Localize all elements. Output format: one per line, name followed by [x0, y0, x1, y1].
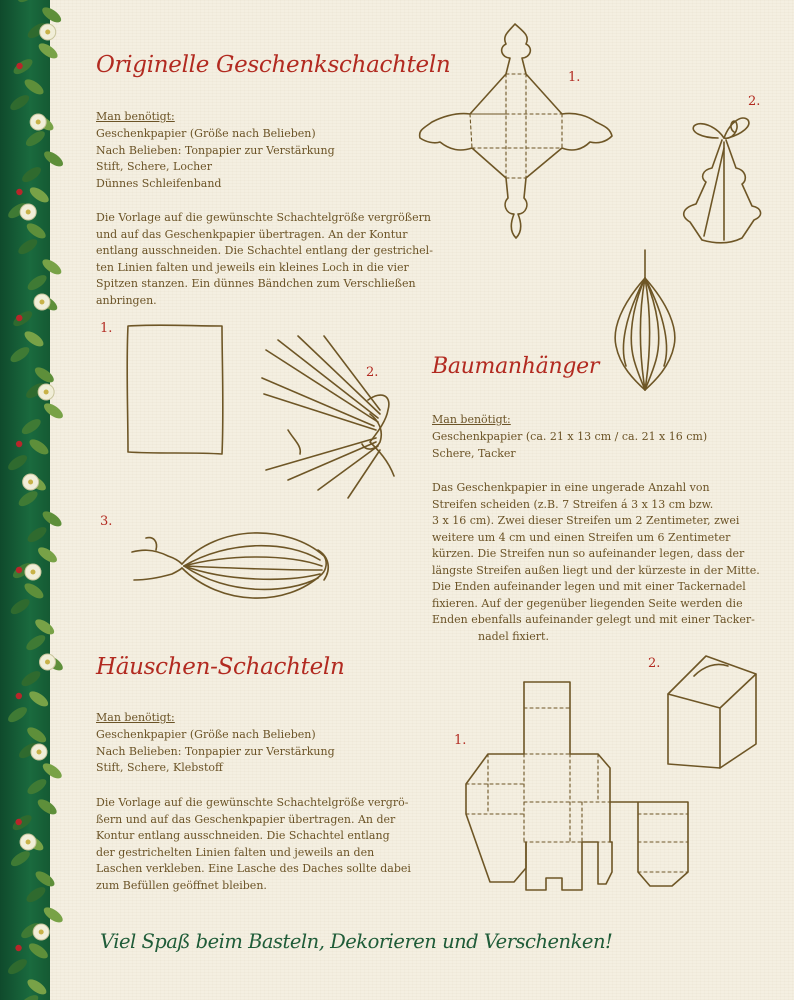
garland-leaf [33, 868, 57, 889]
step-number-box-1: 1. [568, 70, 581, 85]
footer-message: Viel Spaß beim Basteln, Dekorieren und Verschenken! [100, 930, 613, 953]
garland-leaf [42, 400, 66, 421]
step-number-house-1: 1. [454, 733, 467, 748]
garland-leaf [27, 940, 51, 961]
instruction-line: fixieren. Auf der gegenüber liegenden Seite werden die [432, 596, 743, 610]
instruction-line: Streifen scheiden (z.B. 7 Streifen á 3 x 13 cm bzw. [432, 497, 714, 511]
garland-berry [15, 945, 21, 951]
instruction-line: der gestrichelten Linien falten und jeweils an den [96, 845, 375, 859]
materials-item: Nach Belieben: Tonpapier zur Verstärkung [96, 143, 335, 157]
garland-flower-center [44, 390, 49, 395]
garland-leaf [32, 364, 56, 385]
garland-berry [16, 189, 22, 195]
garland-leaf [11, 56, 35, 77]
materials-item: Stift, Schere, Locher [96, 160, 212, 173]
materials-list-haeuschen [96, 727, 335, 777]
garland-leaf [6, 704, 30, 725]
materials-item: Geschenkpapier (Größe nach Belieben) [96, 127, 316, 140]
garland-leaf [10, 812, 34, 833]
garland-leaf [25, 272, 49, 293]
instruction-line: Kontur entlang ausschneiden. Die Schachtel entlang [96, 829, 390, 842]
garland-berry [16, 315, 22, 321]
step-number-ornament-2: 2. [366, 365, 379, 380]
instruction-line: zum Befüllen geöffnet bleiben. [96, 878, 267, 892]
instruction-line: Enden ebenfalls aufeinander gelegt und mit einer Tacker- [432, 613, 755, 626]
instructions-haeuschen [96, 795, 411, 894]
instruction-line: entlang ausschneiden. Die Schachtel entlang der gestrichel- [96, 244, 433, 257]
instruction-line: Spitzen stanzen. Ein dünnes Bändchen zum Verschließen [96, 277, 416, 290]
garland-leaf [36, 544, 60, 565]
star-box-template-illustration [410, 18, 620, 258]
garland-berry [16, 63, 22, 69]
step-number-box-2: 2. [748, 94, 761, 109]
instruction-line: und auf das Geschenkpapier übertragen. An der Kontur [96, 227, 408, 241]
garland-leaf [27, 184, 51, 205]
garland-leaf [40, 256, 64, 277]
instruction-line: Die Vorlage auf die gewünschte Schachtelgröße vergrößern [96, 211, 431, 224]
garland-leaf [24, 884, 48, 905]
garland-leaf [24, 632, 48, 653]
garland-leaf [25, 776, 49, 797]
garland-leaf [19, 668, 43, 689]
step-number-ornament-3: 3. [100, 514, 113, 529]
garland-leaf [16, 0, 40, 5]
materials-item: Dünnes Schleifenband [96, 176, 222, 190]
garland-flower-center [39, 930, 44, 935]
garland-leaf [22, 76, 46, 97]
instruction-line: weitere um 4 cm und einen Streifen um 6 Zentimeter [432, 530, 731, 544]
garland-leaf [17, 992, 41, 1000]
instruction-line: 3 x 16 cm). Zwei dieser Streifen um 2 Zentimeter, zwei [432, 514, 740, 527]
instruction-line: ten Linien falten und jeweils ein kleines Loch in die vier [96, 260, 409, 274]
garland-leaf [11, 308, 35, 329]
materials-label-geschenkschachteln: Man benötigt: [96, 110, 175, 123]
instruction-line: nadel fixiert. [478, 629, 549, 643]
paper-sheet-step1-illustration [122, 320, 232, 460]
finished-tree-box-illustration [672, 108, 772, 248]
garland-flower-center [45, 660, 50, 665]
garland-leaf [9, 848, 33, 869]
garland-leaf [27, 688, 51, 709]
garland-leaf [33, 616, 57, 637]
garland-leaf [25, 724, 49, 745]
garland-leaf [22, 580, 46, 601]
garland-leaf [8, 92, 32, 113]
garland-flower-center [36, 120, 41, 125]
instruction-line: längste Streifen außen liegt und der kürzeste in der Mitte. [432, 563, 760, 577]
garland-leaf [24, 128, 48, 149]
garland-leaf [16, 488, 40, 509]
materials-item: Nach Belieben: Tonpapier zur Verstärkung [96, 744, 335, 758]
step-number-ornament-1: 1. [100, 321, 113, 336]
instruction-line: anbringen. [96, 293, 157, 307]
garland-leaf [8, 596, 32, 617]
garland-leaf [42, 148, 66, 169]
garland-flower-center [45, 30, 50, 35]
garland-flower-center [37, 750, 42, 755]
instruction-line: Das Geschenkpapier in eine ungerade Anzahl von [432, 481, 710, 494]
materials-item: Stift, Schere, Klebstoff [96, 761, 223, 774]
materials-item: Geschenkpapier (ca. 21 x 13 cm / ca. 21 x 16 cm) [432, 430, 708, 443]
garland-flower-center [39, 300, 44, 305]
garland-flower-center [28, 480, 33, 485]
materials-item: Schere, Tacker [432, 446, 516, 460]
materials-item: Geschenkpapier (Größe nach Belieben) [96, 728, 316, 741]
instruction-line: kürzen. Die Streifen nun so aufeinander legen, dass der [432, 547, 745, 560]
garland-flower-center [26, 210, 31, 215]
garland-leaf [8, 344, 32, 365]
materials-label-baumanhaenger: Man benötigt: [432, 413, 511, 426]
garland-berry [16, 567, 22, 573]
garland-leaf [20, 164, 44, 185]
materials-label-haeuschen: Man benötigt: [96, 711, 175, 724]
garland-leaf [19, 416, 43, 437]
garland-leaf [41, 904, 65, 925]
strips-formed-step3-illustration [128, 520, 338, 620]
materials-list-geschenkschachteln [96, 126, 335, 192]
garland-decoration [0, 0, 80, 1000]
garland-leaf [40, 4, 64, 25]
instruction-line: Die Vorlage auf die gewünschte Schachtelgröße vergrö- [96, 796, 409, 809]
garland-leaf [35, 796, 59, 817]
garland-leaf [40, 760, 64, 781]
stacked-strips-step2-illustration [258, 330, 398, 510]
garland-flower-center [30, 570, 35, 575]
finished-house-box-illustration [664, 648, 764, 774]
garland-leaf [25, 976, 49, 997]
section-title-haeuschen: Häuschen-Schachteln [96, 654, 345, 680]
garland-berry [16, 693, 22, 699]
section-title-baumanhaenger: Baumanhänger [432, 354, 600, 379]
step-number-house-2: 2. [648, 656, 661, 671]
garland-leaf [40, 508, 64, 529]
garland-leaf [24, 220, 48, 241]
garland-berry [15, 819, 21, 825]
instruction-line: Laschen verkleben. Eine Lasche des Daches sollte dabei [96, 862, 411, 875]
garland-berry [16, 441, 22, 447]
garland-leaf [25, 524, 49, 545]
instruction-line: Die Enden aufeinander legen und mit einer Tackernadel [432, 580, 746, 593]
garland-leaf [27, 436, 51, 457]
materials-list-baumanhaenger [432, 429, 707, 462]
garland-leaf [16, 236, 40, 257]
instruction-line: ßern und auf das Geschenkpapier übertragen. An der [96, 812, 396, 826]
paper-ornament-illustration [610, 248, 680, 398]
instructions-geschenkschachteln [96, 210, 433, 309]
garland-leaf [36, 40, 60, 61]
section-title-geschenkschachteln: Originelle Geschenkschachteln [96, 52, 451, 78]
garland-leaf [6, 452, 30, 473]
garland-flower-center [26, 840, 31, 845]
instructions-baumanhaenger [422, 480, 772, 645]
garland-leaf [22, 328, 46, 349]
garland-leaf [6, 956, 30, 977]
